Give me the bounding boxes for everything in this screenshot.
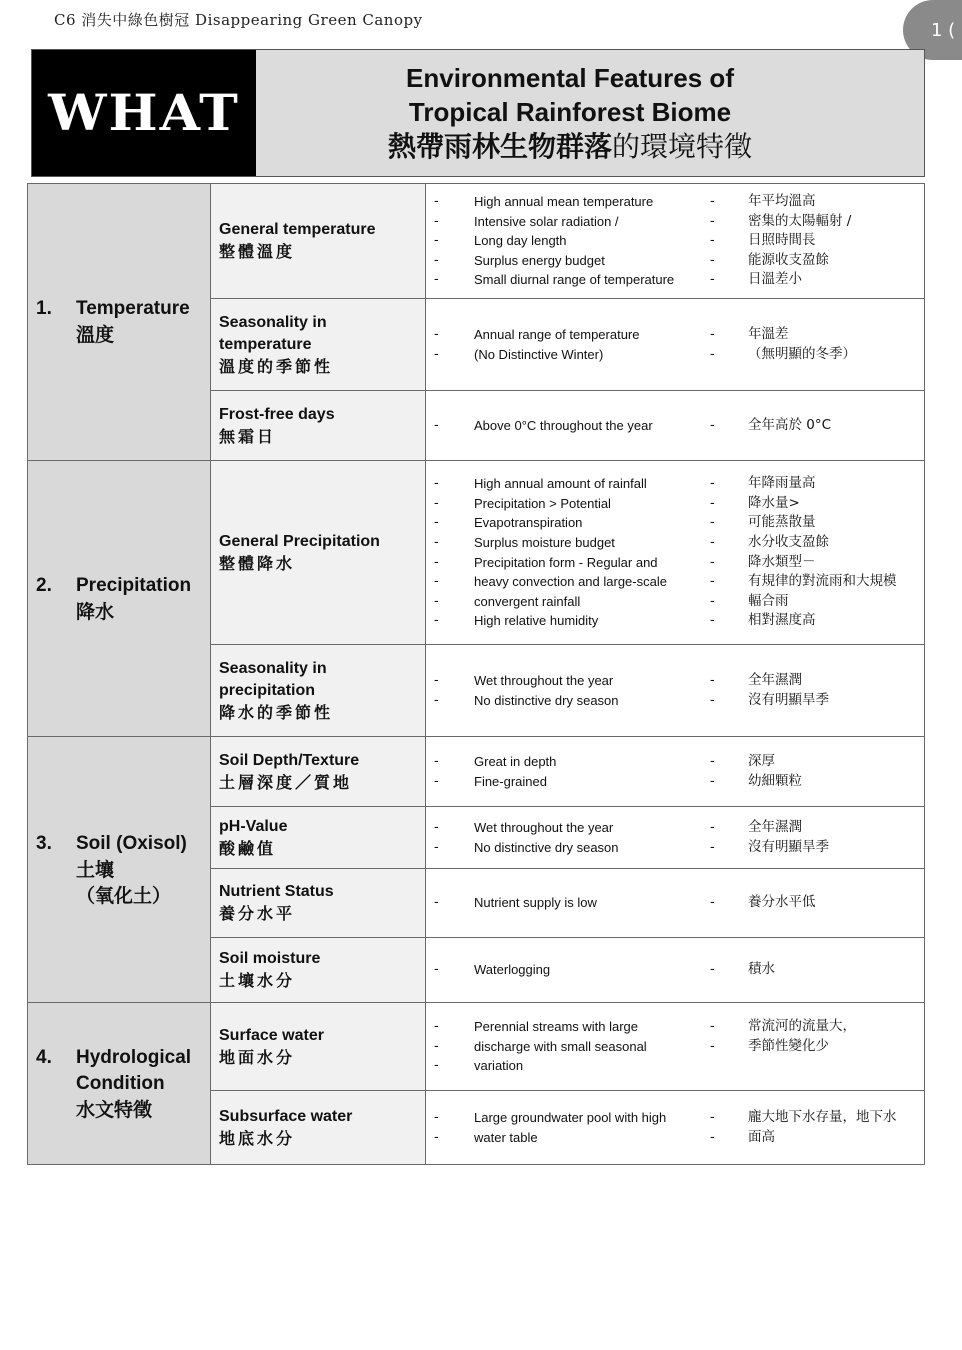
bullet-dash: - bbox=[710, 252, 715, 268]
description-item-zh bbox=[710, 345, 916, 365]
description-columns bbox=[426, 1017, 916, 1076]
description-text-en: Fine-grained bbox=[474, 773, 547, 789]
category-number: 4. bbox=[36, 1046, 52, 1068]
description-item-en bbox=[426, 772, 710, 792]
feature-name-en: Seasonality in precipitation bbox=[219, 659, 327, 699]
description-item-zh bbox=[710, 611, 916, 631]
description-text-zh: 季節性變化少 bbox=[748, 1037, 829, 1054]
description-en-column bbox=[426, 474, 710, 631]
description-en-column bbox=[426, 1108, 710, 1147]
description-item-en bbox=[426, 270, 710, 290]
description-item-zh bbox=[710, 592, 916, 612]
description-cell bbox=[426, 461, 925, 645]
bullet-dash: - bbox=[434, 593, 439, 609]
description-item-zh bbox=[710, 752, 916, 772]
category-number: 1. bbox=[36, 298, 52, 319]
bullet-dash: - bbox=[710, 613, 715, 629]
description-zh-column bbox=[710, 416, 916, 436]
description-text-zh: 密集的太陽輻射 / bbox=[748, 212, 852, 229]
description-text-en: Wet throughout the year bbox=[474, 819, 614, 835]
description-cell bbox=[426, 184, 925, 299]
description-text-zh: 日照時間長 bbox=[748, 232, 816, 249]
category-number: 2. bbox=[36, 574, 52, 596]
bullet-dash: - bbox=[710, 895, 715, 911]
description-columns bbox=[426, 960, 916, 980]
description-text-en: Precipitation form - Regular and bbox=[474, 554, 658, 570]
description-zh-column bbox=[710, 1108, 916, 1147]
description-cell bbox=[426, 391, 925, 461]
description-cell bbox=[426, 938, 925, 1003]
feature-name-en: Surface water bbox=[219, 1026, 324, 1044]
bullet-dash: - bbox=[710, 753, 715, 769]
bullet-dash: - bbox=[710, 213, 715, 229]
page-title-zh-rest: 的環境特徵 bbox=[612, 130, 753, 163]
bullet-dash: - bbox=[434, 213, 439, 229]
bullet-dash: - bbox=[434, 895, 439, 911]
description-cell bbox=[426, 807, 925, 869]
title-banner bbox=[31, 49, 925, 177]
bullet-dash: - bbox=[434, 1038, 439, 1054]
description-item-en bbox=[426, 572, 710, 592]
description-text-zh: 有規律的對流雨和大規模 bbox=[748, 573, 897, 590]
description-text-en: Wet throughout the year bbox=[474, 672, 614, 688]
description-text-en: heavy convection and large-scale bbox=[474, 574, 667, 590]
description-columns bbox=[426, 818, 916, 857]
table-row bbox=[28, 1003, 925, 1091]
description-item-en bbox=[426, 416, 710, 436]
description-text-zh: 相對濕度高 bbox=[748, 612, 816, 629]
description-item-en bbox=[426, 513, 710, 533]
description-text-en: Perennial streams with large bbox=[474, 1019, 639, 1035]
category-heading bbox=[36, 296, 204, 348]
description-item-zh bbox=[710, 1037, 916, 1057]
description-item-zh bbox=[710, 212, 916, 232]
page-number-tab: 1 ( bbox=[903, 0, 962, 60]
description-item-zh bbox=[710, 1108, 916, 1128]
description-text-zh: 沒有明顯旱季 bbox=[748, 838, 829, 855]
bullet-dash: - bbox=[434, 773, 439, 789]
description-text-en: Precipitation > Potential bbox=[474, 495, 611, 511]
description-item-zh bbox=[710, 494, 916, 514]
description-text-zh: 幼細顆粒 bbox=[748, 772, 802, 789]
bullet-dash: - bbox=[434, 252, 439, 268]
bullet-dash: - bbox=[434, 417, 439, 433]
category-cell bbox=[28, 737, 211, 1003]
bullet-dash: - bbox=[434, 1058, 439, 1074]
description-text-zh: 全年濕潤 bbox=[748, 671, 802, 688]
description-item-zh bbox=[710, 251, 916, 271]
description-en-column bbox=[426, 1017, 710, 1076]
description-item-en bbox=[426, 838, 710, 858]
description-item-zh bbox=[710, 416, 916, 436]
description-text-zh: 年溫差 bbox=[748, 325, 789, 342]
description-text-zh: 年降雨量高 bbox=[748, 475, 816, 492]
description-zh-column bbox=[710, 893, 916, 913]
bullet-dash: - bbox=[434, 233, 439, 249]
bullet-dash: - bbox=[710, 476, 715, 492]
description-text-zh: （無明顯的冬季） bbox=[748, 345, 856, 362]
bullet-dash: - bbox=[710, 495, 715, 511]
description-columns bbox=[426, 671, 916, 710]
description-cell bbox=[426, 737, 925, 807]
description-item-zh bbox=[710, 231, 916, 251]
bullet-dash: - bbox=[710, 1019, 715, 1035]
description-text-zh: 輻合雨 bbox=[748, 592, 789, 609]
category-title-zh-2: （氧化土） bbox=[76, 884, 172, 907]
description-text-en: water table bbox=[474, 1129, 538, 1145]
bullet-dash: - bbox=[434, 962, 439, 978]
description-item-en bbox=[426, 1017, 710, 1037]
feature-name-en: General temperature bbox=[219, 221, 376, 238]
bullet-dash: - bbox=[434, 515, 439, 531]
description-text-zh: 積水 bbox=[748, 961, 775, 978]
category-heading bbox=[36, 573, 204, 625]
feature-cell bbox=[211, 1003, 426, 1091]
description-columns bbox=[426, 1108, 916, 1147]
bullet-dash: - bbox=[434, 326, 439, 342]
bullet-dash: - bbox=[434, 819, 439, 835]
description-columns bbox=[426, 192, 916, 290]
bullet-dash: - bbox=[710, 272, 715, 288]
description-zh-column bbox=[710, 474, 916, 631]
description-text-en: convergent rainfall bbox=[474, 593, 581, 609]
feature-name-zh: 酸鹼值 bbox=[219, 838, 277, 858]
description-item-zh bbox=[710, 572, 916, 592]
feature-name-zh: 降水的季節性 bbox=[219, 702, 334, 722]
description-item-en bbox=[426, 818, 710, 838]
bullet-dash: - bbox=[710, 692, 715, 708]
description-en-column bbox=[426, 752, 710, 791]
description-columns bbox=[426, 893, 916, 913]
feature-cell bbox=[211, 461, 426, 645]
category-title-en: Temperature bbox=[76, 298, 190, 319]
bullet-dash: - bbox=[434, 574, 439, 590]
category-cell bbox=[28, 1003, 211, 1165]
description-text-en: Surplus moisture budget bbox=[474, 534, 615, 550]
description-item-en bbox=[426, 1108, 710, 1128]
category-cell bbox=[28, 184, 211, 461]
description-text-zh: 全年濕潤 bbox=[748, 818, 802, 835]
description-columns bbox=[426, 325, 916, 364]
category-title-zh: 溫度 bbox=[76, 324, 115, 346]
category-title-zh: 水文特徵 bbox=[76, 1098, 153, 1121]
bullet-dash: - bbox=[710, 839, 715, 855]
bullet-dash: - bbox=[710, 346, 715, 362]
description-item-en bbox=[426, 1128, 710, 1148]
category-title-en: Precipitation bbox=[76, 574, 192, 596]
description-item-zh bbox=[710, 270, 916, 290]
description-item-en bbox=[426, 494, 710, 514]
running-header: C6 消失中綠色樹冠 Disappearing Green Canopy bbox=[54, 11, 423, 29]
description-item-en bbox=[426, 1056, 710, 1076]
description-zh-column bbox=[710, 818, 916, 857]
category-number: 3. bbox=[36, 832, 52, 854]
category-heading bbox=[36, 1045, 204, 1123]
description-text-en: Above 0°C throughout the year bbox=[474, 417, 653, 433]
bullet-dash: - bbox=[710, 326, 715, 342]
description-text-en: discharge with small seasonal bbox=[474, 1038, 647, 1054]
description-text-zh: 常流河的流量大， bbox=[748, 1018, 856, 1035]
description-item-en bbox=[426, 192, 710, 212]
page-title-en-line-1: Environmental Features of bbox=[406, 63, 734, 93]
description-item-en bbox=[426, 212, 710, 232]
bullet-dash: - bbox=[710, 515, 715, 531]
feature-cell bbox=[211, 184, 426, 299]
category-title bbox=[76, 831, 187, 909]
description-item-en bbox=[426, 671, 710, 691]
bullet-dash: - bbox=[710, 819, 715, 835]
description-columns bbox=[426, 474, 916, 631]
bullet-dash: - bbox=[434, 495, 439, 511]
description-zh-column bbox=[710, 192, 916, 290]
description-text-zh: 水分收支盈餘 bbox=[748, 533, 829, 550]
feature-cell bbox=[211, 1091, 426, 1165]
bullet-dash: - bbox=[710, 534, 715, 550]
description-item-zh bbox=[710, 192, 916, 212]
feature-cell bbox=[211, 645, 426, 737]
bullet-dash: - bbox=[710, 554, 715, 570]
banner-label: WHAT bbox=[48, 84, 240, 142]
description-item-zh bbox=[710, 1128, 916, 1148]
category-title-zh: 土壤 bbox=[76, 858, 115, 881]
description-text-zh: 降水類型－ bbox=[748, 553, 816, 570]
description-item-zh bbox=[710, 691, 916, 711]
feature-name-zh: 地底水分 bbox=[219, 1128, 296, 1148]
description-text-en: Annual range of temperature bbox=[474, 326, 640, 342]
feature-cell bbox=[211, 938, 426, 1003]
feature-name-en: Soil Depth/Texture bbox=[219, 751, 360, 769]
feature-name-en: Nutrient Status bbox=[219, 883, 334, 900]
bullet-dash: - bbox=[434, 753, 439, 769]
description-en-column bbox=[426, 192, 710, 290]
description-zh-column bbox=[710, 1017, 916, 1076]
bullet-dash: - bbox=[710, 962, 715, 978]
category-title bbox=[76, 296, 190, 348]
feature-name-en: Subsurface water bbox=[219, 1107, 353, 1125]
description-text-zh: 龐大地下水存量，地下水 bbox=[748, 1108, 897, 1125]
feature-name-en: Soil moisture bbox=[219, 950, 321, 967]
description-cell bbox=[426, 1003, 925, 1091]
feature-cell bbox=[211, 299, 426, 391]
description-item-zh bbox=[710, 474, 916, 494]
description-item-en bbox=[426, 533, 710, 553]
category-title bbox=[76, 1045, 204, 1123]
description-text-en: Large groundwater pool with high bbox=[474, 1109, 667, 1125]
feature-name-en: Seasonality in temperature bbox=[219, 313, 327, 353]
category-title-en: Hydrological Condition bbox=[76, 1046, 192, 1094]
description-item-en bbox=[426, 325, 710, 345]
table-row bbox=[28, 184, 925, 299]
description-item-en bbox=[426, 611, 710, 631]
feature-cell bbox=[211, 391, 426, 461]
bullet-dash: - bbox=[434, 839, 439, 855]
description-text-en: Evapotranspiration bbox=[474, 515, 583, 531]
description-text-en: No distinctive dry season bbox=[474, 692, 619, 708]
bullet-dash: - bbox=[710, 593, 715, 609]
description-en-column bbox=[426, 416, 710, 436]
description-text-zh: 全年高於 0°C bbox=[748, 416, 832, 433]
table-row bbox=[28, 737, 925, 807]
description-text-zh: 能源收支盈餘 bbox=[748, 251, 829, 268]
feature-name-en: pH-Value bbox=[219, 817, 288, 835]
feature-name-zh: 整體降水 bbox=[219, 553, 296, 573]
description-text-en: High annual mean temperature bbox=[474, 194, 654, 210]
description-text-zh: 可能蒸散量 bbox=[748, 514, 816, 531]
description-zh-column bbox=[710, 752, 916, 791]
description-item-en bbox=[426, 553, 710, 573]
feature-name-zh: 養分水平 bbox=[219, 904, 296, 923]
feature-name-zh: 地面水分 bbox=[219, 1047, 296, 1067]
description-item-en bbox=[426, 691, 710, 711]
category-cell bbox=[28, 461, 211, 737]
description-zh-column bbox=[710, 325, 916, 364]
description-en-column bbox=[426, 818, 710, 857]
description-item-en bbox=[426, 960, 710, 980]
bullet-dash: - bbox=[710, 417, 715, 433]
feature-cell bbox=[211, 869, 426, 938]
feature-name-en: Frost-free days bbox=[219, 405, 335, 423]
feature-name-zh: 整體溫度 bbox=[219, 242, 296, 261]
bullet-dash: - bbox=[434, 476, 439, 492]
banner-titles bbox=[256, 50, 924, 176]
description-text-zh: 養分水平低 bbox=[748, 894, 816, 911]
feature-name-zh: 土壤水分 bbox=[219, 971, 296, 990]
description-text-en: Waterlogging bbox=[474, 962, 551, 978]
bullet-dash: - bbox=[434, 1019, 439, 1035]
bullet-dash: - bbox=[710, 1038, 715, 1054]
description-item-en bbox=[426, 345, 710, 365]
description-item-zh bbox=[710, 838, 916, 858]
description-text-en: High annual amount of rainfall bbox=[474, 476, 647, 492]
description-text-en: High relative humidity bbox=[474, 613, 599, 629]
description-text-en: Great in depth bbox=[474, 753, 557, 769]
description-text-en: (No Distinctive Winter) bbox=[474, 346, 604, 362]
description-item-zh bbox=[710, 772, 916, 792]
description-item-zh bbox=[710, 325, 916, 345]
description-zh-column bbox=[710, 671, 916, 710]
bullet-dash: - bbox=[434, 692, 439, 708]
bullet-dash: - bbox=[710, 1109, 715, 1125]
page-title-zh-bold: 熱帶雨林生物群落 bbox=[387, 130, 612, 163]
description-en-column bbox=[426, 671, 710, 710]
description-en-column bbox=[426, 960, 710, 980]
category-title-en: Soil (Oxisol) bbox=[76, 832, 187, 854]
bullet-dash: - bbox=[434, 534, 439, 550]
description-item-en bbox=[426, 592, 710, 612]
bullet-dash: - bbox=[710, 194, 715, 210]
bullet-dash: - bbox=[710, 1129, 715, 1145]
description-cell bbox=[426, 1091, 925, 1165]
description-item-en bbox=[426, 231, 710, 251]
banner-label-block bbox=[32, 50, 256, 176]
table-row bbox=[28, 461, 925, 645]
description-text-en: Long day length bbox=[474, 233, 567, 249]
description-text-en: Small diurnal range of temperature bbox=[474, 272, 675, 288]
description-columns bbox=[426, 752, 916, 791]
description-item-zh bbox=[710, 553, 916, 573]
page-title-zh bbox=[388, 129, 752, 165]
description-cell bbox=[426, 645, 925, 737]
feature-cell bbox=[211, 737, 426, 807]
description-text-en: Surplus energy budget bbox=[474, 252, 605, 268]
description-text-zh: 年平均溫高 bbox=[748, 193, 816, 210]
description-cell bbox=[426, 869, 925, 938]
description-item-en bbox=[426, 752, 710, 772]
description-cell bbox=[426, 299, 925, 391]
bullet-dash: - bbox=[434, 194, 439, 210]
bullet-dash: - bbox=[434, 346, 439, 362]
bullet-dash: - bbox=[434, 1109, 439, 1125]
feature-name-zh: 溫度的季節性 bbox=[219, 356, 334, 376]
description-item-zh bbox=[710, 671, 916, 691]
description-zh-column bbox=[710, 960, 916, 980]
description-text-en: Nutrient supply is low bbox=[474, 895, 597, 911]
description-text-en: Intensive solar radiation / bbox=[474, 213, 619, 229]
features-table bbox=[27, 183, 925, 1165]
feature-name-zh: 無霜日 bbox=[219, 426, 277, 446]
description-item-en bbox=[426, 1037, 710, 1057]
description-item-zh bbox=[710, 513, 916, 533]
bullet-dash: - bbox=[434, 272, 439, 288]
description-item-en bbox=[426, 893, 710, 913]
description-item-zh bbox=[710, 960, 916, 980]
description-en-column bbox=[426, 893, 710, 913]
bullet-dash: - bbox=[710, 233, 715, 249]
bullet-dash: - bbox=[710, 672, 715, 688]
description-item-en bbox=[426, 251, 710, 271]
category-title bbox=[76, 573, 191, 625]
bullet-dash: - bbox=[434, 1129, 439, 1145]
description-text-en: variation bbox=[474, 1058, 524, 1074]
description-item-zh bbox=[710, 1017, 916, 1037]
feature-name-en: General Precipitation bbox=[219, 532, 380, 550]
description-text-zh: 日溫差小 bbox=[748, 271, 802, 288]
description-item-en bbox=[426, 474, 710, 494]
description-text-en: No distinctive dry season bbox=[474, 839, 619, 855]
category-title-zh: 降水 bbox=[76, 600, 115, 623]
bullet-dash: - bbox=[710, 773, 715, 789]
description-item-zh bbox=[710, 818, 916, 838]
bullet-dash: - bbox=[434, 672, 439, 688]
description-text-zh: 面高 bbox=[748, 1128, 775, 1145]
description-item-zh bbox=[710, 893, 916, 913]
category-heading bbox=[36, 831, 204, 909]
feature-name-zh: 土層深度／質地 bbox=[219, 772, 353, 792]
bullet-dash: - bbox=[434, 613, 439, 629]
description-text-zh: 深厚 bbox=[748, 752, 775, 769]
description-text-zh: 降水量> bbox=[748, 494, 800, 511]
page-title-en-line-2: Tropical Rainforest Biome bbox=[408, 97, 732, 127]
description-item-zh bbox=[710, 533, 916, 553]
description-text-zh: 沒有明顯旱季 bbox=[748, 691, 829, 708]
description-en-column bbox=[426, 325, 710, 364]
bullet-dash: - bbox=[710, 574, 715, 590]
bullet-dash: - bbox=[434, 554, 439, 570]
description-columns bbox=[426, 416, 916, 436]
feature-cell bbox=[211, 807, 426, 869]
